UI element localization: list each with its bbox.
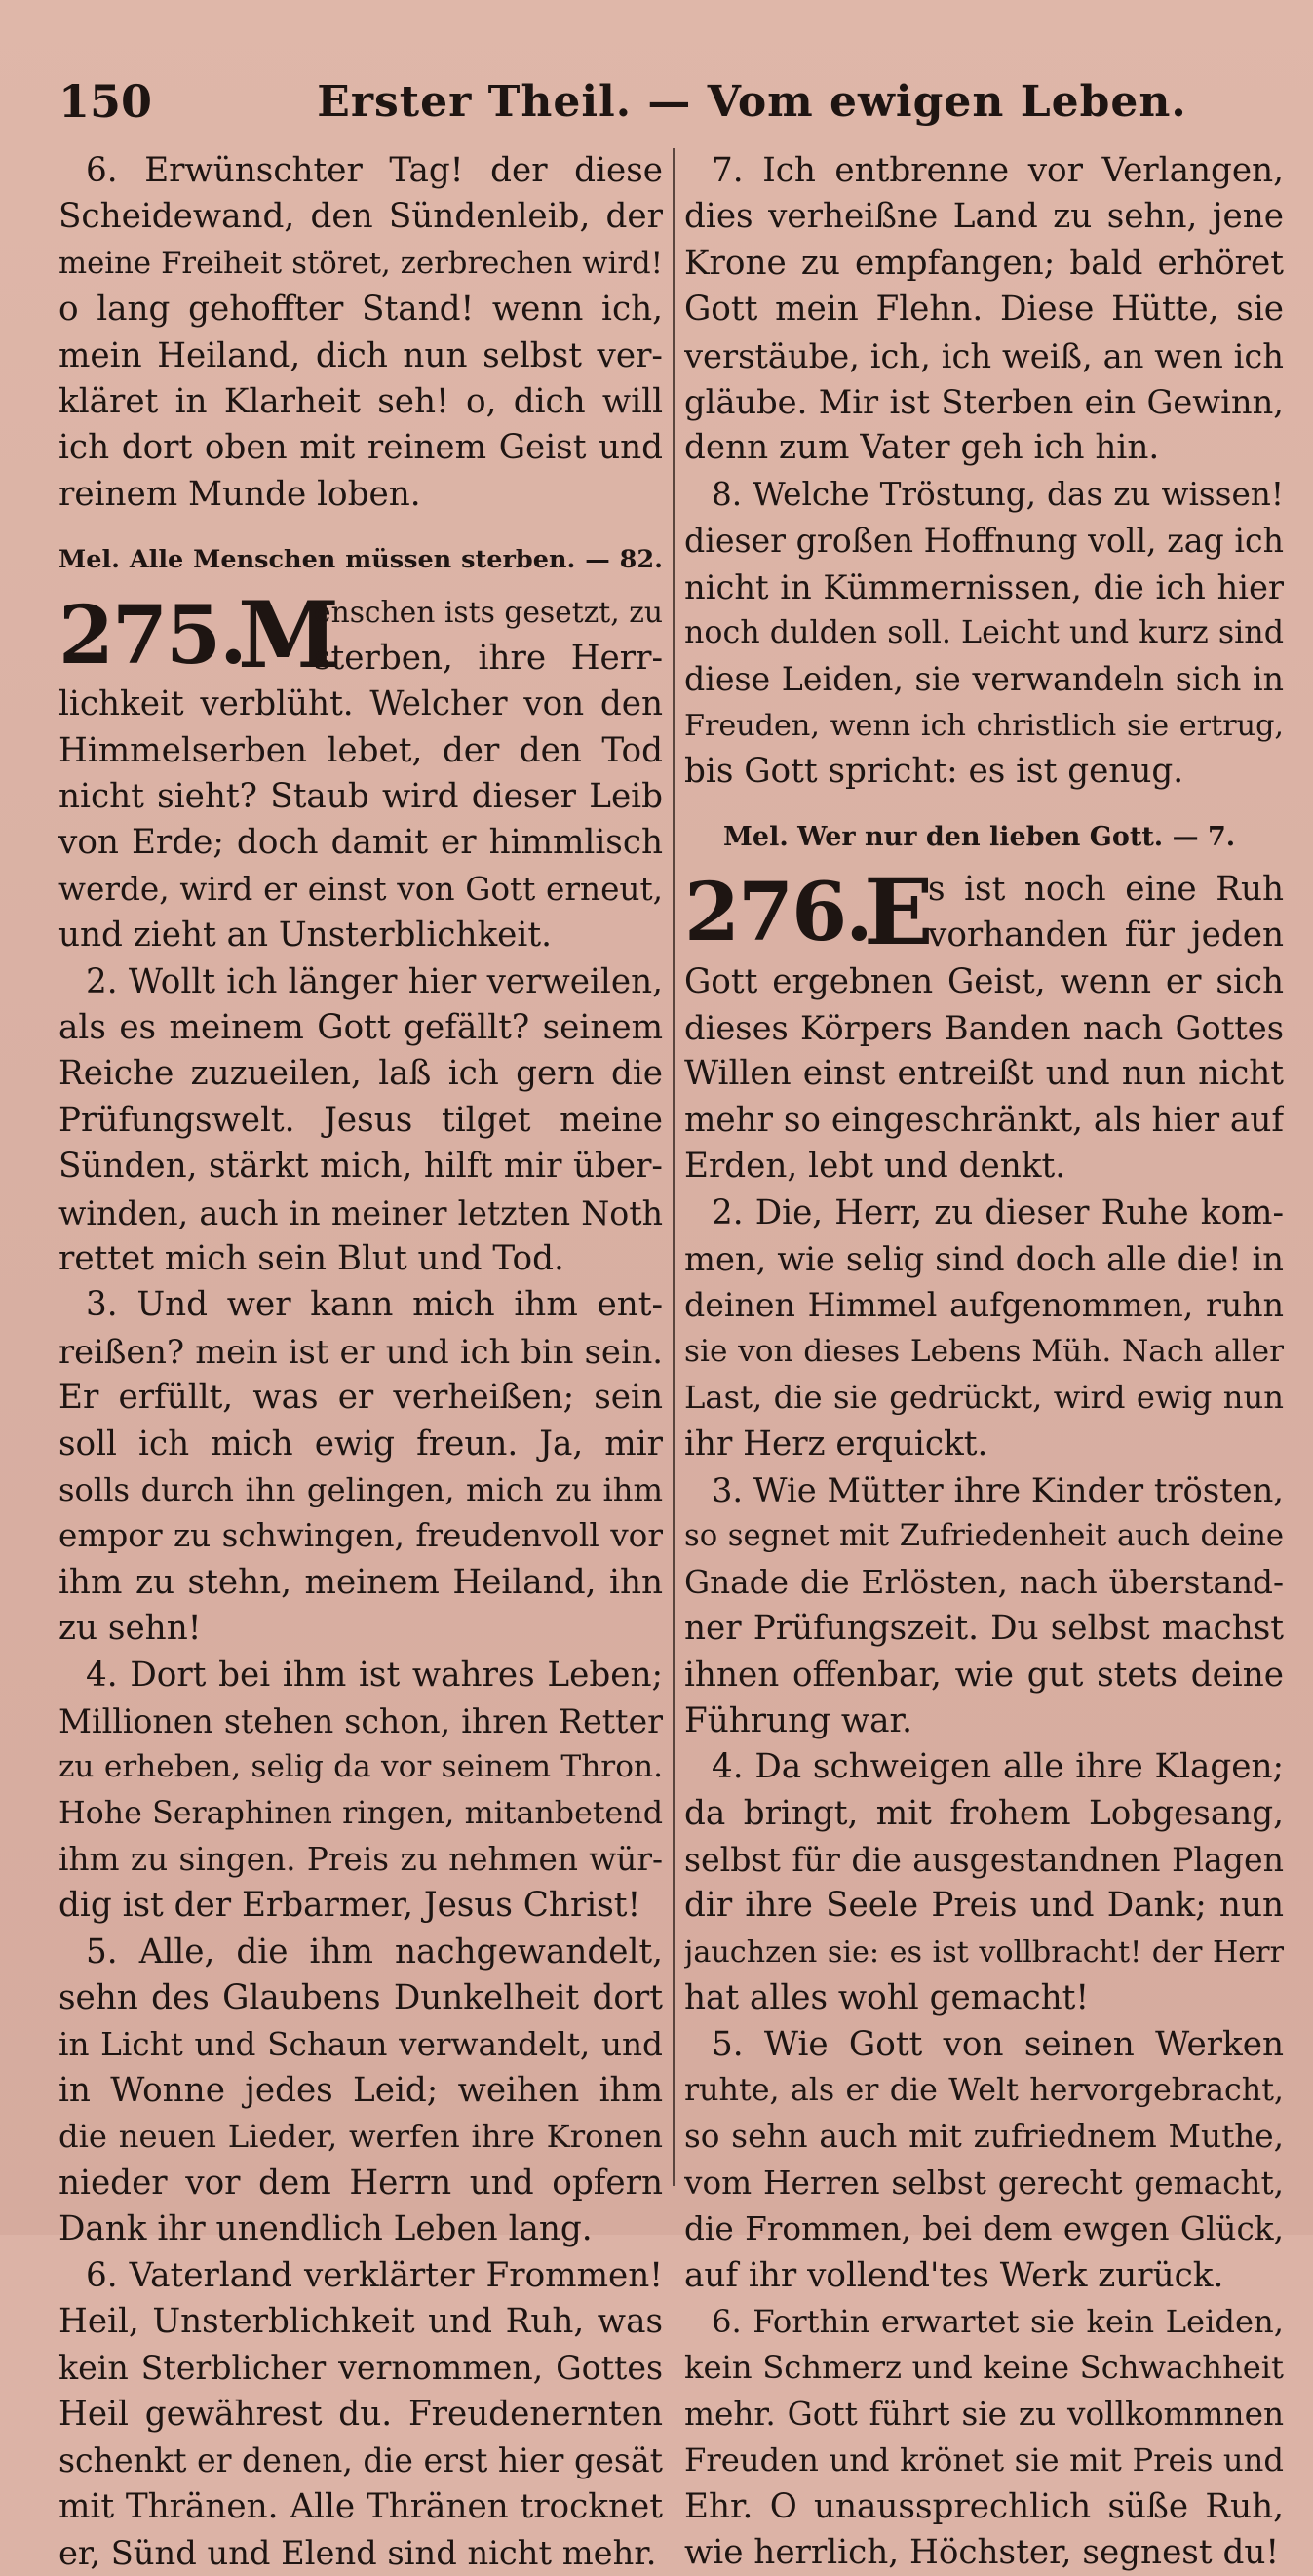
- text-line: wie herrlich, Höchster, segnest du!: [684, 2532, 1280, 2572]
- text-line: Millionen stehen schon, ihren Retter: [58, 1701, 663, 1740]
- text-line: so sehn auch mit zufriednem Muthe,: [684, 2118, 1284, 2156]
- text-line: vom Herren selbst gerecht gemacht,: [684, 2164, 1284, 2202]
- text-line: Sünden, stärkt mich, hilft mir über-: [58, 1147, 663, 1187]
- text-line: 2. Die, Herr, zu dieser Ruhe kom-: [712, 1192, 1284, 1232]
- hymn-276-head-line: s ist noch eine Ruh: [928, 869, 1284, 909]
- text-line: Krone zu empfangen; bald erhöret: [684, 243, 1284, 283]
- text-line: dieser großen Hoffnung voll, zag ich: [684, 522, 1284, 561]
- text-line: rettet mich sein Blut und Tod.: [58, 1239, 564, 1278]
- text-line: deinen Himmel aufgenommen, ruhn: [684, 1286, 1284, 1325]
- text-line: als es meinem Gott gefällt? seinem: [58, 1008, 663, 1048]
- text-line: ich dort oben mit reinem Geist und: [58, 428, 663, 468]
- text-line: ihnen offenbar, wie gut stets deine: [684, 1655, 1284, 1695]
- text-line: 3. Wie Mütter ihre Kinder trösten,: [712, 1470, 1284, 1509]
- text-line: mein Heiland, dich nun selbst ver-: [58, 335, 663, 375]
- text-line: ihr Herz erquickt.: [684, 1424, 988, 1464]
- text-line: Prüfungswelt. Jesus tilget meine: [58, 1100, 663, 1140]
- text-line: dig ist der Erbarmer, Jesus Christ!: [58, 1886, 641, 1926]
- text-line: 5. Wie Gott von seinen Werken: [712, 2024, 1284, 2064]
- text-line: 4. Da schweigen alle ihre Klagen;: [712, 1747, 1284, 1787]
- text-line: selbst für die ausgestandnen Plagen: [684, 1841, 1284, 1880]
- text-line: winden, auch in meiner letzten Noth: [58, 1193, 663, 1232]
- text-line: Dank ihr unendlich Leben lang.: [58, 2209, 593, 2249]
- text-line: Reiche zuzueilen, laß ich gern die: [58, 1054, 663, 1094]
- text-line: in Licht und Schaun verwandelt, und: [58, 2025, 663, 2063]
- right-column: [684, 148, 1284, 2572]
- text-line: gläube. Mir ist Sterben ein Gewinn,: [684, 382, 1284, 421]
- text-line: dies verheißne Land zu sehn, jene: [684, 197, 1284, 237]
- text-line: reißen? mein ist er und ich bin sein.: [58, 1332, 663, 1371]
- text-line: kein Schmerz und keine Schwachheit: [684, 2349, 1284, 2387]
- text-line: hat alles wohl gemacht!: [684, 1978, 1090, 2018]
- hymn-275-heading: [58, 581, 663, 689]
- text-line: dir ihre Seele Preis und Dank; nun: [684, 1886, 1284, 1926]
- text-line: werde, wird er einst von Gott erneut,: [58, 870, 663, 908]
- hymn-276-text: [684, 959, 1284, 2576]
- text-line: ruhte, als er die Welt hervorgebracht,: [684, 2073, 1284, 2109]
- column-divider: [673, 148, 675, 2186]
- text-line: mit Thränen. Alle Thränen trocknet: [58, 2486, 663, 2526]
- text-line: mehr. Gott führt sie zu vollkommnen: [684, 2395, 1284, 2433]
- left-previous-verse: [58, 148, 663, 518]
- text-line: Freuden, wenn ich christlich sie ertrug,: [684, 708, 1284, 743]
- text-line: nieder vor dem Herrn und opfern: [58, 2163, 663, 2203]
- text-line: 6. Erwünschter Tag! der diese: [86, 151, 663, 190]
- running-title: Erster Theil. — Vom ewigen Leben.: [317, 76, 1187, 127]
- page-header: [58, 70, 1270, 133]
- hymn-275-head-line: enschen ists gesetzt, zu: [314, 595, 663, 630]
- hymn-275-text: [58, 682, 663, 2576]
- text-line: soll ich mich ewig freun. Ja, mir: [58, 1424, 663, 1464]
- hymn-276-head-line: vorhanden für jeden: [928, 916, 1284, 956]
- text-line: 7. Ich entbrenne vor Verlangen,: [712, 151, 1284, 190]
- melody-note-275: Mel. Alle Menschen müssen sterben. — 82.: [58, 545, 663, 575]
- text-line: Heil, Unsterblichkeit und Ruh, was: [58, 2301, 663, 2341]
- hymn-276-heading: [684, 858, 1284, 966]
- text-line: von Erde; doch damit er himmlisch: [58, 823, 663, 863]
- text-line: Willen einst entreißt und nun nicht: [684, 1054, 1284, 1094]
- text-line: nicht sieht? Staub wird dieser Leib: [58, 777, 663, 817]
- text-line: er, Sünd und Elend sind nicht mehr.: [58, 2533, 657, 2572]
- text-line: Er erfüllt, was er verheißen; sein: [58, 1378, 663, 1418]
- text-line: 3. Und wer kann mich ihm ent-: [86, 1285, 663, 1325]
- text-line: men, wie selig sind doch alle die! in: [684, 1240, 1284, 1278]
- text-line: Gott mein Flehn. Diese Hütte, sie: [684, 290, 1284, 330]
- text-line: Scheidewand, den Sündenleib, der: [58, 197, 663, 237]
- text-line: Gnade die Erlösten, nach überstand-: [684, 1563, 1284, 1601]
- text-line: ihm zu stehn, meinem Heiland, ihn: [58, 1562, 663, 1602]
- text-line: Hohe Seraphinen ringen, mitanbetend: [58, 1795, 663, 1831]
- text-line: Heil gewährest du. Freudenernten: [58, 2394, 663, 2434]
- text-line: empor zu schwingen, freudenvoll vor: [58, 1517, 663, 1555]
- text-line: Gott ergebnen Geist, wenn er sich: [684, 961, 1284, 1001]
- text-line: so segnet mit Zufriedenheit auch deine: [684, 1519, 1284, 1554]
- text-line: 5. Alle, die ihm nachgewandelt,: [86, 1932, 663, 1971]
- text-line: 4. Dort bei ihm ist wahres Leben;: [86, 1655, 663, 1695]
- text-line: kein Sterblicher vernommen, Gottes: [58, 2349, 663, 2388]
- text-line: 2. Wollt ich länger hier verweilen,: [86, 961, 663, 1001]
- text-line: 8. Welche Tröstung, das zu wissen!: [712, 475, 1284, 513]
- text-line: mehr so eingeschränkt, als hier auf: [684, 1100, 1284, 1140]
- text-line: auf ihr vollend'tes Werk zurück.: [684, 2255, 1224, 2295]
- text-line: bis Gott spricht: es ist genug.: [684, 752, 1184, 792]
- text-line: kläret in Klarheit seh! o, dich will: [58, 381, 663, 421]
- melody-note-276: Mel. Wer nur den lieben Gott. — 7.: [723, 822, 1236, 853]
- text-line: Führung war.: [684, 1700, 912, 1740]
- text-line: denn zum Vater geh ich hin.: [684, 428, 1160, 468]
- text-line: o lang gehoffter Stand! wenn ich,: [58, 290, 663, 330]
- text-line: noch dulden soll. Leicht und kurz sind: [684, 614, 1284, 650]
- page-number: 150: [58, 75, 153, 128]
- text-line: in Wonne jedes Leid; weihen ihm: [58, 2071, 663, 2111]
- text-line: 6. Forthin erwartet sie kein Leiden,: [712, 2302, 1284, 2340]
- text-line: jauchzen sie: es ist vollbracht! der Herr: [684, 1934, 1284, 1970]
- text-line: verstäube, ich, ich weiß, an wen ich: [684, 336, 1284, 375]
- text-line: diese Leiden, sie verwandeln sich in: [684, 660, 1284, 699]
- text-line: Himmelserben lebet, der den Tod: [58, 730, 663, 770]
- text-line: Erden, lebt und denkt.: [684, 1147, 1066, 1187]
- drop-cap-275: M: [238, 581, 340, 689]
- hymn-number-276: 276.: [684, 865, 871, 959]
- text-line: nicht in Kümmernissen, die ich hier: [684, 567, 1284, 606]
- text-line: lichkeit verblüht. Welcher von den: [58, 684, 663, 724]
- text-line: und zieht an Unsterblichkeit.: [58, 916, 552, 956]
- hymn-number-275: 275.: [58, 588, 246, 683]
- text-line: dieses Körpers Banden nach Gottes: [684, 1009, 1284, 1048]
- left-column: [58, 148, 663, 2572]
- text-line: ihm zu singen. Preis zu nehmen wür-: [58, 1841, 663, 1879]
- text-line: Freuden und krönet sie mit Preis und: [684, 2441, 1284, 2479]
- text-line: die neuen Lieder, werfen ihre Kronen: [58, 2118, 663, 2156]
- text-line: meine Freiheit störet, zerbrechen wird!: [58, 246, 663, 281]
- text-line: schenkt er denen, die erst hier gesät: [58, 2441, 663, 2480]
- text-line: reinem Munde loben.: [58, 474, 421, 514]
- text-line: da bringt, mit frohem Lobgesang,: [684, 1793, 1284, 1833]
- text-line: Last, die sie gedrückt, wird ewig nun: [684, 1379, 1284, 1417]
- text-line: Ehr. O unaussprechlich süße Ruh,: [684, 2486, 1284, 2526]
- text-line: sehn des Glaubens Dunkelheit dort: [58, 1978, 663, 2018]
- text-line: zu sehn!: [58, 1609, 202, 1649]
- text-line: 6. Vaterland verklärter Frommen!: [86, 2255, 663, 2295]
- hymn-275-head-line: sterben, ihre Herr-: [314, 638, 663, 678]
- right-previous-verses: [684, 148, 1284, 795]
- text-line: zu erheben, selig da vor seinem Thron.: [58, 1749, 663, 1785]
- text-line: solls durch ihn gelingen, mich zu ihm: [58, 1470, 663, 1508]
- drop-cap-276: E: [864, 858, 934, 966]
- text-line: sie von dieses Lebens Müh. Nach aller: [684, 1333, 1284, 1369]
- text-line: ner Prüfungszeit. Du selbst machst: [684, 1609, 1284, 1649]
- text-line: die Frommen, bei dem ewgen Glück,: [684, 2210, 1284, 2248]
